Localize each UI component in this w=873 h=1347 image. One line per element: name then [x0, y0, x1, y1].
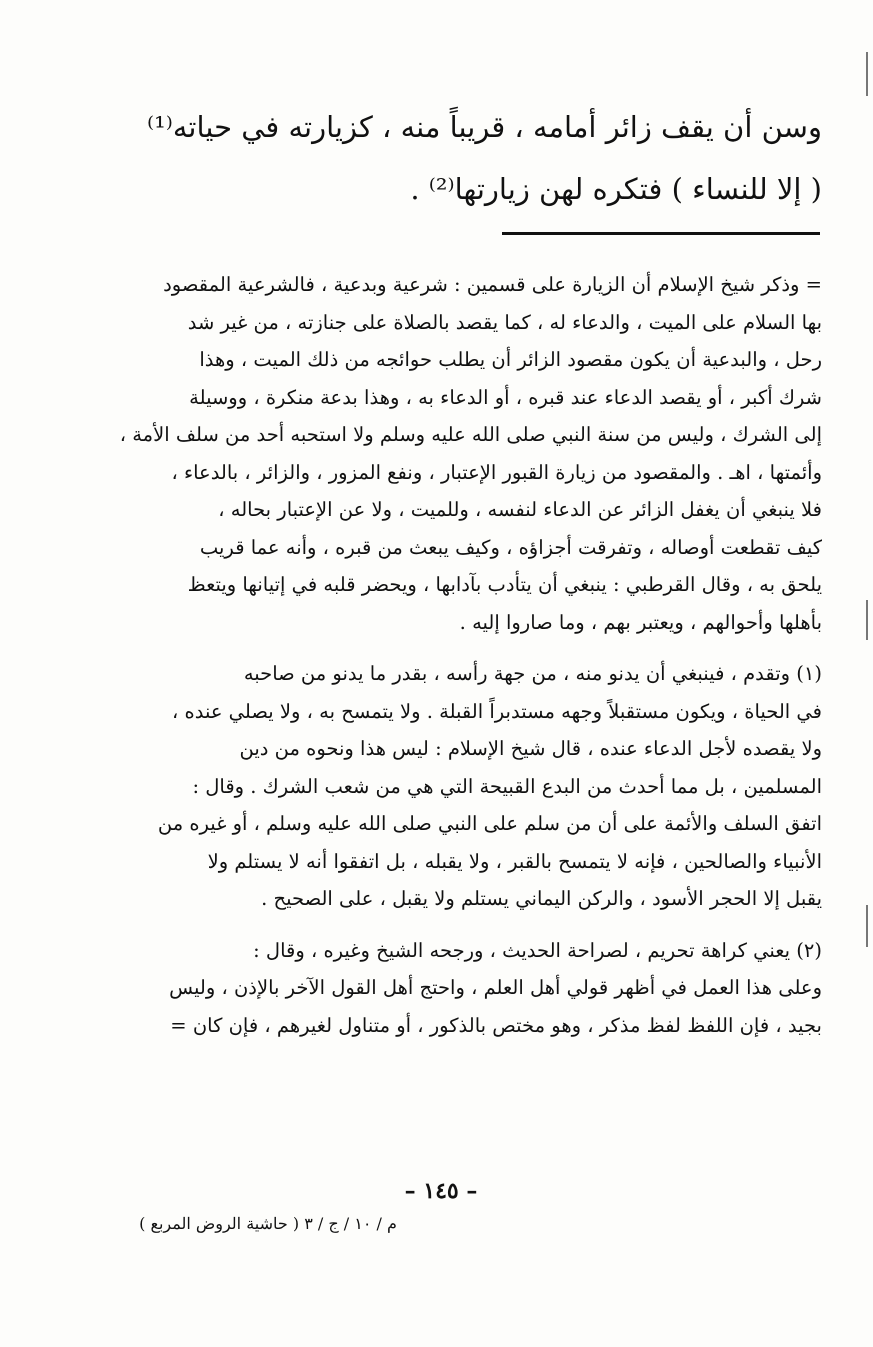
footnote-line: بجيد ، فإن اللفظ لفظ مذكر ، وهو مختص بالذكور ، أو متناول لغيرهم ، فإن كان = — [170, 1013, 822, 1037]
footnote-line: (١) وتقدم ، فينبغي أن يدنو منه ، من جهة رأسه ، بقدر ما يدنو من صاحبه — [243, 662, 822, 685]
footnote-line: يقبل إلا الحجر الأسود ، والركن اليماني يستلم ولا يقبل ، على الصحيح . — [261, 887, 822, 910]
footnote-line: شرك أكبر ، أو يقصد الدعاء عند قبره ، أو الدعاء به ، وهذا بدعة منكرة ، ووسيلة — [189, 385, 822, 409]
footnote-line: بأهلها وأحوالهم ، ويعتبر بهم ، وما صاروا إليه . — [459, 610, 822, 634]
footnote-line: يلحق به ، وقال القرطبي : ينبغي أن يتأدب بآدابها ، ويحضر قلبه في إتيانها ويتعظ — [187, 573, 822, 596]
footnote-divider — [502, 232, 820, 235]
footnote-line: = وذكر شيخ الإسلام أن الزيارة على قسمين : شرعية وبدعية ، فالشرعية المقصود — [163, 273, 822, 296]
footnote-line: في الحياة ، ويكون مستقبلاً وجهه مستدبراً القبلة . ولا يتمسح به ، ولا يصلي عنده ، — [172, 699, 822, 723]
footnote-line: وأئمتها ، اهـ . والمقصود من زيارة القبور الإعتبار ، ونفع المزور ، والزائر ، بالدعاء ، — [171, 460, 822, 484]
footnote-1 — [72, 655, 822, 918]
scan-margin-mark — [866, 52, 868, 96]
footnote-gap — [72, 918, 822, 932]
footnote-gap — [72, 641, 822, 655]
footnote-line: المسلمين ، بل مما أحدث من البدع القبيحة التي هي من شعب الشرك . وقال : — [192, 774, 822, 798]
footnote-line: ولا يقصده لأجل الدعاء عنده ، قال شيخ الإسلام : ليس هذا ونحوه من دين — [239, 737, 822, 760]
footnote-line: (٢) يعني كراهة تحريم ، لصراحة الحديث ، ورجحه الشيخ وغيره ، وقال : — [253, 938, 822, 962]
footnote-line: اتفق السلف والأئمة على أن من سلم على النبي صلى الله عليه وسلم ، أو غيره من — [157, 812, 822, 835]
footnote-line: وعلى هذا العمل في أظهر قولي أهل العلم ، واحتج أهل القول الآخر بالإذن ، وليس — [169, 976, 822, 999]
footnote-line: بها السلام على الميت ، والدعاء له ، كما يقصد بالصلاة على جنازته ، من غير شد — [187, 310, 822, 334]
main-text — [60, 96, 822, 220]
footnotes — [72, 266, 822, 1044]
main-text-line: وسن أن يقف زائر أمامه ، قريباً منه ، كزيارته في حياته⁽¹⁾ — [146, 110, 822, 144]
main-text-line: ( إلا للنساء ) فتكره لهن زيارتها⁽²⁾ . — [410, 172, 822, 206]
page-number: – ١٤٥ – — [404, 1178, 478, 1204]
footnote-line: كيف تقطعت أوصاله ، وتفرقت أجزاؤه ، وكيف يبعث من قبره ، وأنه عما قريب — [199, 535, 822, 559]
footnote-continuation — [72, 266, 822, 641]
printer-signature: م / ١٠ / ج / ٣ ( حاشية الروض المربع ) — [139, 1214, 397, 1233]
footnote-line: رحل ، والبدعية أن يكون مقصود الزائر أن يطلب حوائجه من ذلك الميت ، وهذا — [199, 348, 822, 371]
footnote-line: إلى الشرك ، وليس من سنة النبي صلى الله عليه وسلم ولا استحبه أحد من سلف الأمة ، — [119, 423, 822, 446]
footnote-line: الأنبياء والصالحين ، فإنه لا يتمسح بالقبر ، ولا يقبله ، بل اتفقوا أنه لا يستلم ولا — [207, 849, 822, 873]
footnote-2 — [72, 932, 822, 1045]
scan-margin-mark — [866, 905, 868, 947]
scan-margin-mark — [866, 600, 868, 640]
footnote-line: فلا ينبغي أن يغفل الزائر عن الدعاء لنفسه ، وللميت ، ولا عن الإعتبار بحاله ، — [218, 498, 822, 521]
